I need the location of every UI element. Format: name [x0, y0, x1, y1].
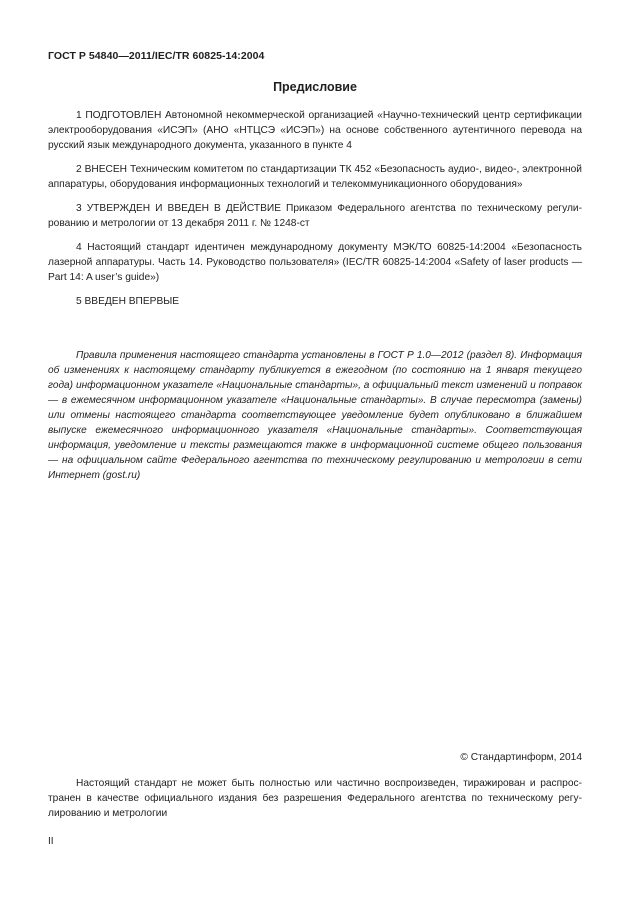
paragraph-5: 5 ВВЕДЕН ВПЕРВЫЕ — [76, 296, 180, 307]
section-title: Предисловие — [273, 80, 357, 94]
page-number: II — [48, 836, 54, 847]
paragraph-3: 3 УТВЕРЖДЕН И ВВЕДЕН В ДЕЙСТВИЕ Приказом Федерального агентства по техническому регулированию и метрологии от 13 декабря 2011 г. № 1248-ст — [48, 203, 582, 229]
document-header: ГОСТ Р 54840—2011/IEC/TR 60825-14:2004 — [48, 50, 265, 62]
copyright-line: © Стандартинформ, 2014 — [460, 752, 582, 763]
paragraph-2: 2 ВНЕСЕН Техническим комитетом по стандартизации ТК 452 «Безопасность аудио-, видео-, электронной аппаратуры, оборудования информационных технологий и телекоммуникационного оборудования» — [48, 164, 582, 190]
paragraph-4: 4 Настоящий стандарт идентичен международному документу МЭК/ТО 60825-14:2004 «Безопасность лазерной аппаратуры. Часть 14. Руководство пользователя» (IEC/TR 60825-14:2004 «Safety of laser products — Part 14: A user’s guide») — [48, 242, 582, 283]
reproduction-notice: Настоящий стандарт не может быть полностью или частично воспроизведен, тиражирован и распространен в качестве официального издания без разрешения Федерального агентства по техническому регулированию и метрологии — [48, 778, 582, 819]
application-note: Правила применения настоящего стандарта установлены в ГОСТ Р 1.0—2012 (раздел 8). Информация об изменениях к настоящему стандарту публикуется в ежегодном (по состоянию на 1 января текущего года) информационном указателе «Национальные стандарты», а официальный текст изменений и поправок — в ежемесячном информационном указателе «Национальные стандарты». В случае пересмотра (замены) или отмены настоящего стандарта соответствующее уведомление будет опубликовано в ближайшем выпуске ежемесячного информационного указателя «Национальные стандарты». Соответствующая информация, уведомление и тексты размещаются также в информационной системе общего пользования — на официальном сайте Федерального агентства по техническому регулированию и метрологии в сети Интернет (gost.ru) — [48, 350, 582, 481]
paragraph-1: 1 ПОДГОТОВЛЕН Автономной некоммерческой организацией «Научно-технический центр сертификации электрооборудования «ИСЭП» (АНО «НТЦСЭ «ИСЭП») на основе собственного аутентичного перевода на русский язык международного документа, указанного в пункте 4 — [48, 110, 582, 151]
